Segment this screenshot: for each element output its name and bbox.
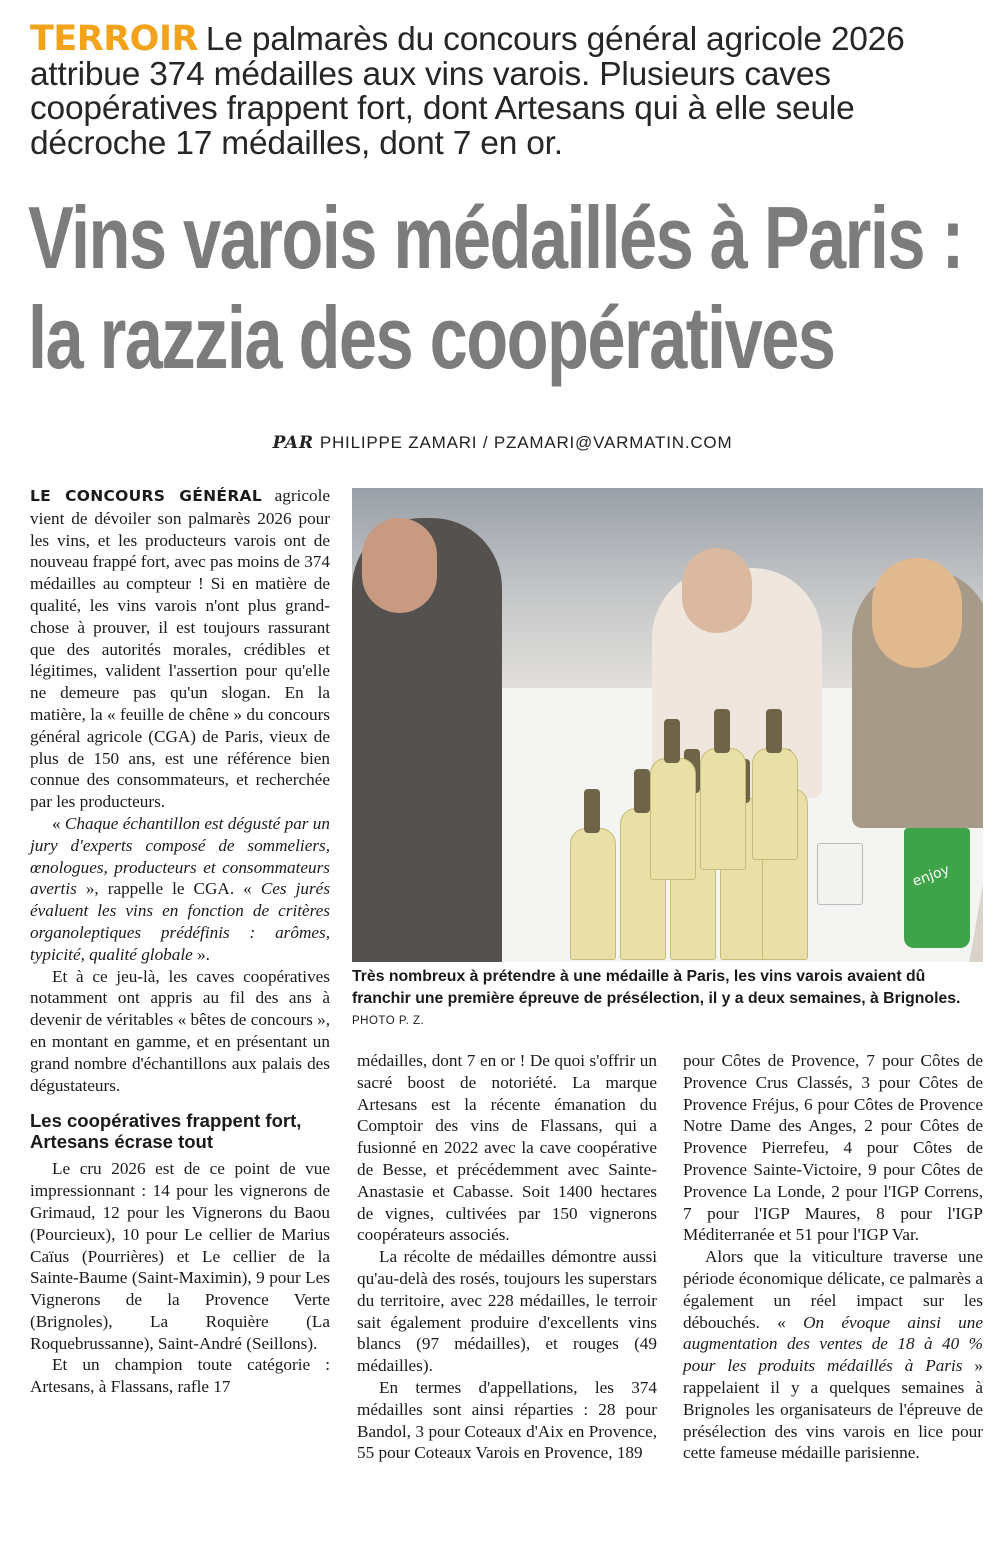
article-column-1 — [30, 485, 330, 1398]
paragraph: médailles, dont 7 en or ! De quoi s'offrir un sacré boost de notoriété. La marque Artesans est la récente émanation du Comptoir des vins de Flassans, qui a fusionné en 2022 avec la cave coopérative de Besse, et précédemment avec Sainte-Anastasie et Cabasse. Soit 1400 hectares de vignes, cultivées par 150 vignerons coopérateurs associés. — [357, 1051, 657, 1245]
headline-line-2: la razzia des coopératives — [28, 288, 835, 387]
paragraph: Et à ce jeu-là, les caves coopératives notamment ont appris au fil des ans à devenir de véritables « bêtes de concours », en montant en gamme, et en présentant un grand nombre d'échantillons aux palais des dégustateurs. — [30, 966, 330, 1095]
paragraph: LE CONCOURS GÉNÉRAL agricole vient de dévoiler son palmarès 2026 pour les vins, et les producteurs varois ont de nouveau frappé fort, avec pas moins de 374 médailles au compteur ! Si en matière de qualité, les vins varois n'ont plus grand-chose à prouver, il est toujours rassurant que des autorités morales, crédibles et légitimes, valident l'assertion pour qu'elle ne demeure pas qu'un slogan. En la matière, la « feuille de chêne » du concours général agricole (CGA) de Paris, vieux de plus de 150 ans, est une référence bien connue des consommateurs, et recherchée par les producteurs. — [30, 486, 330, 812]
paragraph: Le cru 2026 est de ce point de vue impressionnant : 14 pour les vignerons de Grimaud, 12 pour les Vignerons du Baou (Pourcieux), 10 pour Le cellier de Marius Caïus (Pourrières) et Le cellier de la Sainte-Baume (Saint-Maximin), 9 pour Les Vignerons de la Provence Verte (Brignoles), La Roquière (La Roquebrussanne), Saint-André (Seillons). — [30, 1159, 330, 1353]
headline — [28, 188, 963, 388]
paragraph: Et un champion toute catégorie : Artesans, à Flassans, rafle 17 — [30, 1355, 330, 1397]
lead-in: LE CONCOURS GÉNÉRAL — [30, 487, 263, 505]
byline-prefix: PAR — [272, 433, 314, 453]
article-column-2 — [357, 1050, 657, 1464]
headline-line-1: Vins varois médaillés à Paris : — [28, 188, 963, 287]
photo-caption: Très nombreux à prétendre à une médaille à Paris, les vins varois avaient dû franchir une première épreuve de présélection, il y a deux semaines, à Brignoles. PHOTO P. Z. — [352, 968, 961, 1027]
paragraph: La récolte de médailles démontre aussi qu'au-delà des rosés, toujours les superstars du territoire, avec 228 médailles, le terroir sait également produire d'excellents vins blancs (97 médailles), et rouges (49 médailles). — [357, 1247, 657, 1376]
byline — [0, 433, 1005, 453]
section-kicker: TERROIR — [30, 19, 198, 59]
paragraph: pour Côtes de Provence, 7 pour Côtes de Provence Crus Classés, 3 pour Côtes de Provence Fréjus, 6 pour Côtes de Provence Notre Dame des Anges, 2 pour Côtes de Provence Pierrefeu, 4 pour Côtes de Provence Sainte-Victoire, 9 pour Côtes de Provence La Londe, 2 pour l'IGP Correns, 7 pour l'IGP Maures, 8 pour l'IGP Méditerranée et 51 pour l'IGP Var. — [683, 1051, 983, 1245]
wine-tasting-photo — [352, 488, 983, 962]
paragraph: En termes d'appellations, les 374 médailles sont ainsi réparties : 28 pour Bandol, 3 pour Coteaux d'Aix en Provence, 55 pour Coteaux Varois en Provence, 189 — [357, 1377, 657, 1463]
intro-text: Le palmarès du concours général agricole 2026 attribue 374 médailles aux vins varois. Plusieurs caves coopératives frappent fort, dont Artesans qui à elle seule décroche 17 médailles, dont 7 en or. — [30, 21, 905, 162]
article-column-3 — [683, 1050, 983, 1464]
green-cup: enjoy — [904, 828, 970, 948]
intro-summary — [30, 19, 980, 162]
paragraph: « Chaque échantillon est dégusté par un jury d'experts composé de sommeliers, œnologues, producteurs et consommateurs avertis », rappelle le CGA. « Ces jurés évaluent les vins en fonction de critères organoleptiques prédéfinis : arômes, typicité, qualité globale ». — [30, 813, 331, 964]
paragraph: Alors que la viticulture traverse une période économique délicate, ce palmarès a également un réel impact sur les débouchés. « On évoque ainsi une augmentation des ventes de 18 à 40 % pour les produits médaillés à Paris » rappelaient il y a quelques semaines à Brignoles les organisateurs de l'épreuve de présélection des vins varois en lice pour cette fameuse médaille parisienne. — [683, 1247, 984, 1463]
photo-credit: PHOTO P. Z. — [352, 1015, 425, 1027]
subheading: Les coopératives frappent fort, Artesans écrase tout — [30, 1110, 302, 1153]
byline-author: PHILIPPE ZAMARI / PZAMARI@VARMATIN.COM — [319, 433, 733, 452]
